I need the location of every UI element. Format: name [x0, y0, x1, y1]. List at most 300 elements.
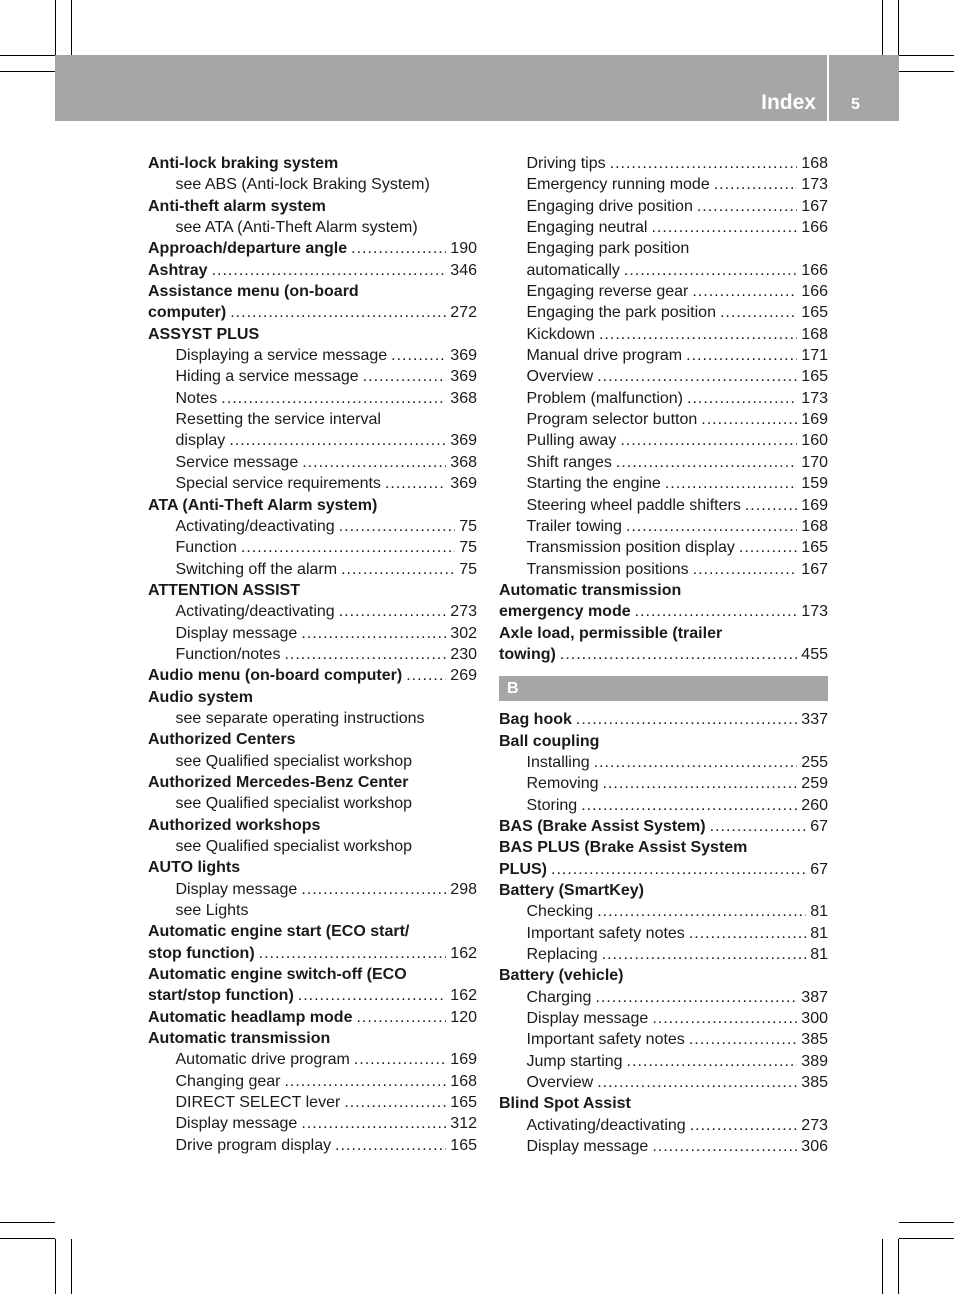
index-column-right — [499, 153, 828, 1157]
index-entry — [148, 153, 477, 174]
header-divider — [827, 55, 829, 121]
entry-page-number: 306 — [801, 1138, 828, 1156]
entry-page-number: 300 — [801, 1010, 828, 1028]
leader-dots — [701, 409, 797, 430]
index-subentry — [499, 987, 828, 1008]
crop-mark — [899, 71, 954, 72]
crop-mark — [55, 0, 56, 55]
entry-page-number: 166 — [801, 261, 828, 279]
entry-label: Display message — [526, 1138, 649, 1156]
index-entry — [148, 1028, 477, 1049]
leader-dots — [620, 430, 797, 451]
entry-label: Automatic headlamp mode — [148, 1008, 353, 1026]
leader-dots — [597, 1072, 797, 1093]
entry-label: Engaging the park position — [526, 304, 716, 322]
entry-label: AUTO lights — [148, 859, 241, 877]
index-subentry — [148, 366, 477, 387]
entry-page-number: 269 — [450, 667, 477, 685]
leader-dots — [692, 281, 797, 302]
leader-dots — [665, 473, 797, 494]
entry-label: BAS PLUS (Brake Assist System — [499, 839, 748, 857]
crop-mark — [71, 1239, 72, 1294]
entry-page-number: 162 — [450, 987, 477, 1005]
leader-dots — [603, 773, 798, 794]
entry-page-number: 272 — [450, 304, 477, 322]
leader-dots — [710, 816, 807, 837]
entry-page-number: 259 — [801, 775, 828, 793]
entry-label: see Qualified specialist workshop — [175, 838, 413, 855]
section-header-b: B — [499, 676, 828, 701]
entry-page-number: 159 — [801, 475, 828, 493]
leader-dots — [635, 601, 798, 622]
entry-page-number: 273 — [450, 603, 477, 621]
entry-label: Ashtray — [148, 261, 208, 279]
entry-page-number: 166 — [801, 283, 828, 301]
index-subentry — [499, 324, 828, 345]
leader-dots — [301, 879, 446, 900]
entry-label: Hiding a service message — [175, 368, 359, 386]
index-subentry — [499, 217, 828, 238]
entry-label: Emergency running mode — [526, 176, 710, 194]
leader-dots — [689, 923, 806, 944]
entry-page-number: 385 — [801, 1031, 828, 1049]
leader-dots — [686, 345, 797, 366]
index-entry — [148, 985, 477, 1006]
entry-page-number: 81 — [810, 924, 828, 942]
entry-page-number: 385 — [801, 1074, 828, 1092]
entry-label: stop function) — [148, 944, 255, 962]
entry-label: Replacing — [526, 946, 598, 964]
entry-label: towing) — [499, 645, 556, 663]
index-subentry — [499, 281, 828, 302]
entry-page-number: 387 — [801, 988, 828, 1006]
index-subentry — [499, 366, 828, 387]
index-entry — [148, 196, 477, 217]
index-subentry — [499, 559, 828, 580]
leader-dots — [351, 238, 446, 259]
entry-label: Anti-lock braking system — [148, 155, 339, 172]
entry-label: Automatic transmission — [499, 581, 682, 599]
index-entry — [499, 644, 828, 665]
leader-dots — [391, 345, 446, 366]
leader-dots — [624, 260, 797, 281]
entry-label: emergency mode — [499, 603, 631, 621]
entry-page-number: 165 — [450, 1136, 477, 1154]
entry-label: Removing — [526, 775, 599, 793]
index-subentry — [148, 1049, 477, 1070]
entry-page-number: 369 — [450, 347, 477, 365]
leader-dots — [284, 1071, 446, 1092]
index-subentry — [499, 752, 828, 773]
entry-label: Authorized workshops — [148, 816, 321, 834]
index-column-left — [148, 153, 477, 1156]
index-entry — [148, 687, 477, 708]
index-subentry — [148, 345, 477, 366]
leader-dots — [301, 623, 446, 644]
index-subentry — [148, 174, 477, 195]
entry-page-number: 165 — [801, 368, 828, 386]
entry-page-number: 81 — [810, 946, 828, 964]
entry-label: Pulling away — [526, 432, 617, 450]
leader-dots — [739, 537, 797, 558]
index-entry — [499, 1093, 828, 1114]
entry-page-number: 230 — [450, 645, 477, 663]
leader-dots — [339, 601, 447, 622]
index-subentry — [499, 1136, 828, 1157]
entry-page-number: 165 — [801, 304, 828, 322]
index-entry — [148, 324, 477, 345]
index-subentry — [499, 196, 828, 217]
entry-label: Activating/deactivating — [526, 1116, 686, 1134]
leader-dots — [406, 665, 446, 686]
index-entry — [499, 623, 828, 644]
leader-dots — [344, 1092, 446, 1113]
entry-label: Overview — [526, 368, 594, 386]
index-subentry — [499, 1115, 828, 1136]
crop-mark — [71, 0, 72, 55]
leader-dots — [581, 795, 797, 816]
index-subentry — [148, 879, 477, 900]
index-entry — [499, 816, 828, 837]
entry-label: Manual drive program — [526, 347, 683, 365]
entry-label: Switching off the alarm — [175, 560, 338, 578]
crop-mark — [899, 1238, 954, 1239]
entry-label: Charging — [526, 988, 592, 1006]
entry-page-number: 75 — [459, 539, 477, 557]
entry-label: see ABS (Anti-lock Braking System) — [175, 176, 430, 194]
entry-label: ATTENTION ASSIST — [148, 581, 300, 599]
leader-dots — [229, 430, 446, 451]
leader-dots — [576, 709, 797, 730]
entry-label: Shift ranges — [526, 453, 612, 471]
entry-label: Engaging reverse gear — [526, 283, 689, 301]
leader-dots — [221, 388, 446, 409]
crop-mark — [0, 1222, 55, 1223]
entry-page-number: 173 — [801, 603, 828, 621]
index-subentry — [148, 793, 477, 814]
index-subentry — [148, 516, 477, 537]
entry-label: Display message — [175, 624, 298, 642]
leader-dots — [597, 901, 806, 922]
entry-label: Blind Spot Assist — [499, 1095, 631, 1113]
leader-dots — [626, 516, 797, 537]
index-subentry — [499, 901, 828, 922]
leader-dots — [302, 452, 446, 473]
entry-label: computer) — [148, 304, 227, 322]
leader-dots — [335, 1135, 446, 1156]
entry-label: Automatic engine switch-off (ECO — [148, 966, 407, 984]
index-subentry — [148, 537, 477, 558]
index-subentry — [148, 1092, 477, 1113]
entry-label: Engaging drive position — [526, 197, 693, 215]
index-subentry — [148, 452, 477, 473]
entry-page-number: 120 — [450, 1008, 477, 1026]
entry-label: Battery (SmartKey) — [499, 882, 644, 899]
entry-label: Display message — [175, 1115, 298, 1133]
entry-page-number: 346 — [450, 261, 477, 279]
entry-label: Drive program display — [175, 1136, 332, 1154]
entry-page-number: 168 — [801, 325, 828, 343]
entry-page-number: 255 — [801, 753, 828, 771]
leader-dots — [610, 153, 798, 174]
entry-label: Automatic transmission — [148, 1030, 331, 1048]
index-subentry — [499, 153, 828, 174]
entry-page-number: 369 — [450, 432, 477, 450]
index-subentry — [148, 900, 477, 921]
leader-dots — [356, 1007, 446, 1028]
crop-mark — [898, 1239, 899, 1294]
entry-label: Function/notes — [175, 645, 281, 663]
entry-label: Battery (vehicle) — [499, 967, 624, 985]
index-entry — [148, 1007, 477, 1028]
index-entry — [499, 880, 828, 901]
entry-label: Checking — [526, 903, 594, 921]
crop-mark — [0, 71, 55, 72]
leader-dots — [616, 452, 797, 473]
leader-dots — [597, 366, 797, 387]
index-subentry — [499, 260, 828, 281]
entry-label: Storing — [526, 796, 578, 814]
entry-label: Audio system — [148, 688, 253, 706]
entry-label: Assistance menu (on-board — [148, 283, 359, 301]
entry-label: display — [175, 432, 226, 450]
leader-dots — [714, 174, 798, 195]
leader-dots — [599, 324, 797, 345]
leader-dots — [385, 473, 446, 494]
index-subentry — [499, 1072, 828, 1093]
entry-label: Axle load, permissible (trailer — [499, 624, 723, 642]
index-entry — [148, 495, 477, 516]
index-entry — [499, 837, 828, 858]
index-subentry — [148, 751, 477, 772]
entry-label: automatically — [526, 261, 620, 279]
entry-page-number: 67 — [810, 860, 828, 878]
entry-label: Resetting the service interval — [175, 411, 381, 429]
entry-label: Function — [175, 539, 237, 557]
index-entry — [148, 238, 477, 259]
index-subentry — [499, 1029, 828, 1050]
crop-mark — [899, 55, 954, 56]
entry-page-number: 75 — [459, 517, 477, 535]
leader-dots — [230, 302, 446, 323]
index-subentry — [148, 1113, 477, 1134]
entry-page-number: 170 — [801, 453, 828, 471]
index-subentry — [499, 473, 828, 494]
index-subentry — [499, 795, 828, 816]
index-entry — [499, 859, 828, 880]
crop-mark — [898, 0, 899, 55]
entry-label: Program selector button — [526, 411, 698, 429]
index-entry — [499, 731, 828, 752]
entry-label: Displaying a service message — [175, 347, 388, 365]
leader-dots — [259, 943, 447, 964]
entry-label: Important safety notes — [526, 1031, 685, 1049]
leader-dots — [363, 366, 447, 387]
leader-dots — [745, 495, 797, 516]
index-entry — [148, 943, 477, 964]
leader-dots — [354, 1049, 447, 1070]
entry-label: Kickdown — [526, 325, 595, 343]
index-entry — [148, 729, 477, 750]
leader-dots — [720, 302, 797, 323]
entry-page-number: 389 — [801, 1052, 828, 1070]
index-entry — [499, 709, 828, 730]
index-subentry — [499, 495, 828, 516]
leader-dots — [687, 388, 797, 409]
index-entry — [499, 580, 828, 601]
leader-dots — [339, 516, 456, 537]
entry-page-number: 298 — [450, 880, 477, 898]
index-subentry — [499, 773, 828, 794]
entry-label: see Qualified specialist workshop — [175, 795, 413, 813]
leader-dots — [241, 537, 455, 558]
index-subentry — [499, 238, 828, 259]
entry-label: Approach/departure angle — [148, 240, 348, 258]
index-subentry — [499, 1008, 828, 1029]
entry-label: Transmission position display — [526, 539, 735, 557]
entry-page-number: 260 — [801, 796, 828, 814]
entry-page-number: 368 — [450, 389, 477, 407]
entry-page-number: 165 — [801, 539, 828, 557]
index-subentry — [499, 302, 828, 323]
leader-dots — [652, 1008, 797, 1029]
index-subentry — [148, 430, 477, 451]
index-subentry — [148, 559, 477, 580]
index-subentry — [148, 409, 477, 430]
leader-dots — [212, 260, 447, 281]
leader-dots — [284, 644, 446, 665]
leader-dots — [652, 1136, 797, 1157]
leader-dots — [697, 196, 797, 217]
entry-page-number: 165 — [450, 1094, 477, 1112]
index-entry — [148, 580, 477, 601]
page-number: 5 — [851, 96, 860, 113]
entry-label: Bag hook — [499, 711, 572, 729]
entry-label: see Lights — [175, 902, 249, 920]
entry-page-number: 368 — [450, 453, 477, 471]
index-entry — [148, 815, 477, 836]
entry-label: Automatic drive program — [175, 1051, 350, 1069]
crop-mark — [55, 1239, 56, 1294]
entry-label: Authorized Mercedes-Benz Center — [148, 773, 409, 791]
entry-page-number: 173 — [801, 176, 828, 194]
index-subentry — [499, 388, 828, 409]
index-entry — [148, 302, 477, 323]
entry-label: Engaging neutral — [526, 219, 648, 237]
entry-label: Transmission positions — [526, 560, 689, 578]
entry-label: Starting the engine — [526, 475, 661, 493]
entry-page-number: 169 — [801, 411, 828, 429]
entry-label: Special service requirements — [175, 475, 381, 493]
index-entry — [148, 921, 477, 942]
index-subentry — [499, 516, 828, 537]
entry-label: Notes — [175, 389, 218, 407]
entry-page-number: 67 — [810, 817, 828, 835]
entry-page-number: 168 — [450, 1072, 477, 1090]
leader-dots — [651, 217, 797, 238]
entry-label: ASSYST PLUS — [148, 325, 260, 343]
entry-label: Steering wheel paddle shifters — [526, 496, 741, 514]
index-subentry — [148, 1135, 477, 1156]
index-entry — [148, 857, 477, 878]
entry-label: see ATA (Anti-Theft Alarm system) — [175, 219, 418, 237]
entry-label: Display message — [175, 880, 298, 898]
crop-mark — [882, 0, 883, 55]
entry-label: Driving tips — [526, 155, 606, 172]
entry-label: Audio menu (on-board computer) — [148, 667, 403, 685]
entry-label: Trailer towing — [526, 517, 622, 535]
entry-page-number: 162 — [450, 944, 477, 962]
entry-label: see separate operating instructions — [175, 709, 425, 727]
entry-page-number: 75 — [459, 560, 477, 578]
entry-label: start/stop function) — [148, 987, 294, 1005]
crop-mark — [0, 1238, 55, 1239]
entry-page-number: 302 — [450, 624, 477, 642]
entry-page-number: 81 — [810, 903, 828, 921]
entry-label: Automatic engine start (ECO start/ — [148, 923, 410, 941]
entry-label: Activating/deactivating — [175, 517, 335, 535]
page-title: Index — [761, 91, 816, 114]
entry-page-number: 455 — [801, 645, 828, 663]
entry-label: Service message — [175, 453, 299, 471]
crop-mark — [882, 1239, 883, 1294]
leader-dots — [689, 1029, 797, 1050]
index-subentry — [148, 836, 477, 857]
entry-page-number: 166 — [801, 219, 828, 237]
entry-page-number: 169 — [450, 1051, 477, 1069]
entry-page-number: 337 — [801, 711, 828, 729]
index-subentry — [499, 345, 828, 366]
index-subentry — [499, 923, 828, 944]
entry-page-number: 173 — [801, 389, 828, 407]
index-subentry — [148, 473, 477, 494]
index-subentry — [148, 388, 477, 409]
leader-dots — [595, 987, 797, 1008]
index-entry — [148, 964, 477, 985]
entry-label: Ball coupling — [499, 732, 600, 750]
leader-dots — [301, 1113, 446, 1134]
leader-dots — [551, 859, 806, 880]
entry-label: Authorized Centers — [148, 731, 296, 749]
leader-dots — [298, 985, 447, 1006]
crop-mark — [899, 1222, 954, 1223]
index-subentry — [148, 623, 477, 644]
entry-label: Important safety notes — [526, 924, 685, 942]
index-entry — [148, 665, 477, 686]
entry-page-number: 167 — [801, 560, 828, 578]
entry-label: Changing gear — [175, 1072, 281, 1090]
index-subentry — [499, 430, 828, 451]
leader-dots — [560, 644, 797, 665]
entry-label: Engaging park position — [526, 240, 690, 258]
entry-label: DIRECT SELECT lever — [175, 1094, 341, 1112]
index-list-b — [499, 709, 828, 1157]
entry-label: ATA (Anti-Theft Alarm system) — [148, 496, 378, 514]
index-entry — [499, 601, 828, 622]
entry-label: BAS (Brake Assist System) — [499, 817, 706, 835]
entry-page-number: 168 — [801, 155, 828, 172]
index-subentry — [499, 174, 828, 195]
leader-dots — [594, 752, 798, 773]
crop-mark — [0, 55, 55, 56]
entry-label: Anti-theft alarm system — [148, 197, 326, 215]
leader-dots — [627, 1051, 798, 1072]
index-subentry — [499, 1051, 828, 1072]
entry-page-number: 369 — [450, 475, 477, 493]
index-subentry — [499, 537, 828, 558]
entry-label: Activating/deactivating — [175, 603, 335, 621]
entry-page-number: 171 — [801, 347, 828, 365]
